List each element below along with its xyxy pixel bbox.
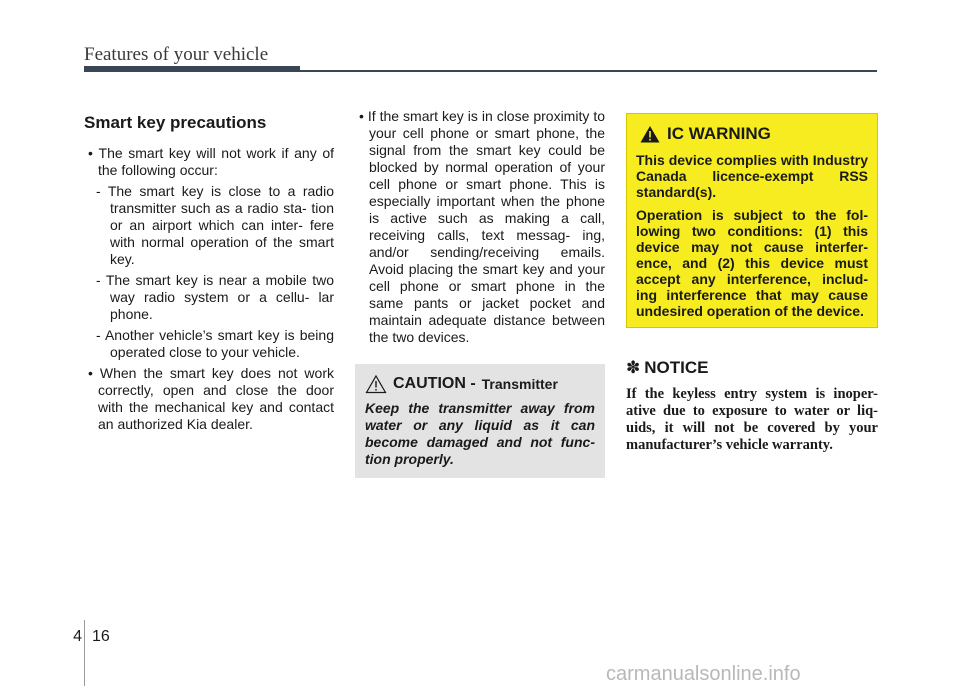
warning-title: IC WARNING bbox=[667, 124, 771, 143]
notice-title: NOTICE bbox=[644, 358, 709, 377]
bullet-item bbox=[84, 145, 334, 179]
page-header-title: Features of your vehicle bbox=[84, 44, 269, 65]
bullet-item bbox=[355, 108, 605, 346]
sub-item: - The smart key is near a mobile two way radio system or a cellu- lar phone. bbox=[96, 272, 334, 322]
notice-symbol-icon: ✽ bbox=[626, 358, 641, 377]
section-number: 4 bbox=[73, 628, 82, 645]
warning-paragraph: Operation is subject to the fol- lowing two conditions: (1) this device may not cause interfer- ence, and (2) this device must accept any interference, includ- ing interference that may cause undesired operation of the device. bbox=[636, 207, 868, 319]
notice-heading bbox=[626, 358, 878, 378]
caution-sublabel: Transmitter bbox=[481, 376, 558, 392]
bullet-text: • When the smart key does not work correctly, open and close the door with the mechanical key and contact an authorized Kia dealer. bbox=[88, 365, 334, 432]
section-heading: Smart key precautions bbox=[84, 113, 267, 132]
watermark: carmanualsonline.info bbox=[606, 663, 801, 685]
warning-triangle-filled-icon bbox=[640, 125, 660, 143]
middle-column bbox=[355, 108, 605, 478]
warning-triangle-outline-icon bbox=[365, 374, 387, 394]
caution-body: Keep the transmitter away from water or any liquid as it can become damaged and not func- tion properly. bbox=[365, 400, 595, 467]
ic-warning-box bbox=[626, 113, 878, 328]
header-rule-thick bbox=[84, 66, 300, 72]
caution-box bbox=[355, 364, 605, 478]
page-number: 16 bbox=[92, 628, 110, 645]
notice-body: If the keyless entry system is inoper- ative due to exposure to water or liq- uids, it will not be covered by your manufacturer’s vehicle warranty. bbox=[626, 386, 878, 453]
sub-item: - Another vehicle’s smart key is being operated close to your vehicle. bbox=[96, 327, 334, 360]
warning-paragraph: This device complies with Industry Canada licence-exempt RSS standard(s). bbox=[636, 152, 868, 200]
bullet-text: • The smart key will not work if any of the following occur: bbox=[88, 145, 334, 178]
right-column bbox=[626, 108, 878, 454]
bullet-text: • If the smart key is in close proximity to your cell phone or smart phone, the signal from the smart key could be blocked by normal operation of your cell phone or smart phone. This is especially important when the phone is active such as making a call, receiving calls, text messag- ing, and/or sending/receiving emails. Avoid placing the smart key and your cell phone or smart phone in the same pants or jacket pocket and maintain adequate distance between the two devices. bbox=[359, 108, 605, 345]
caution-label: CAUTION - bbox=[393, 375, 476, 392]
caution-header bbox=[365, 374, 595, 394]
footer-divider bbox=[84, 620, 85, 686]
warning-header bbox=[636, 124, 868, 144]
bullet-item bbox=[84, 365, 334, 433]
sub-item: - The smart key is close to a radio transmitter such as a radio sta- tion or an airport which can inter- fere with normal operation of the smart key. bbox=[96, 183, 334, 267]
header-rule-thin bbox=[300, 70, 877, 72]
left-column bbox=[84, 108, 334, 437]
